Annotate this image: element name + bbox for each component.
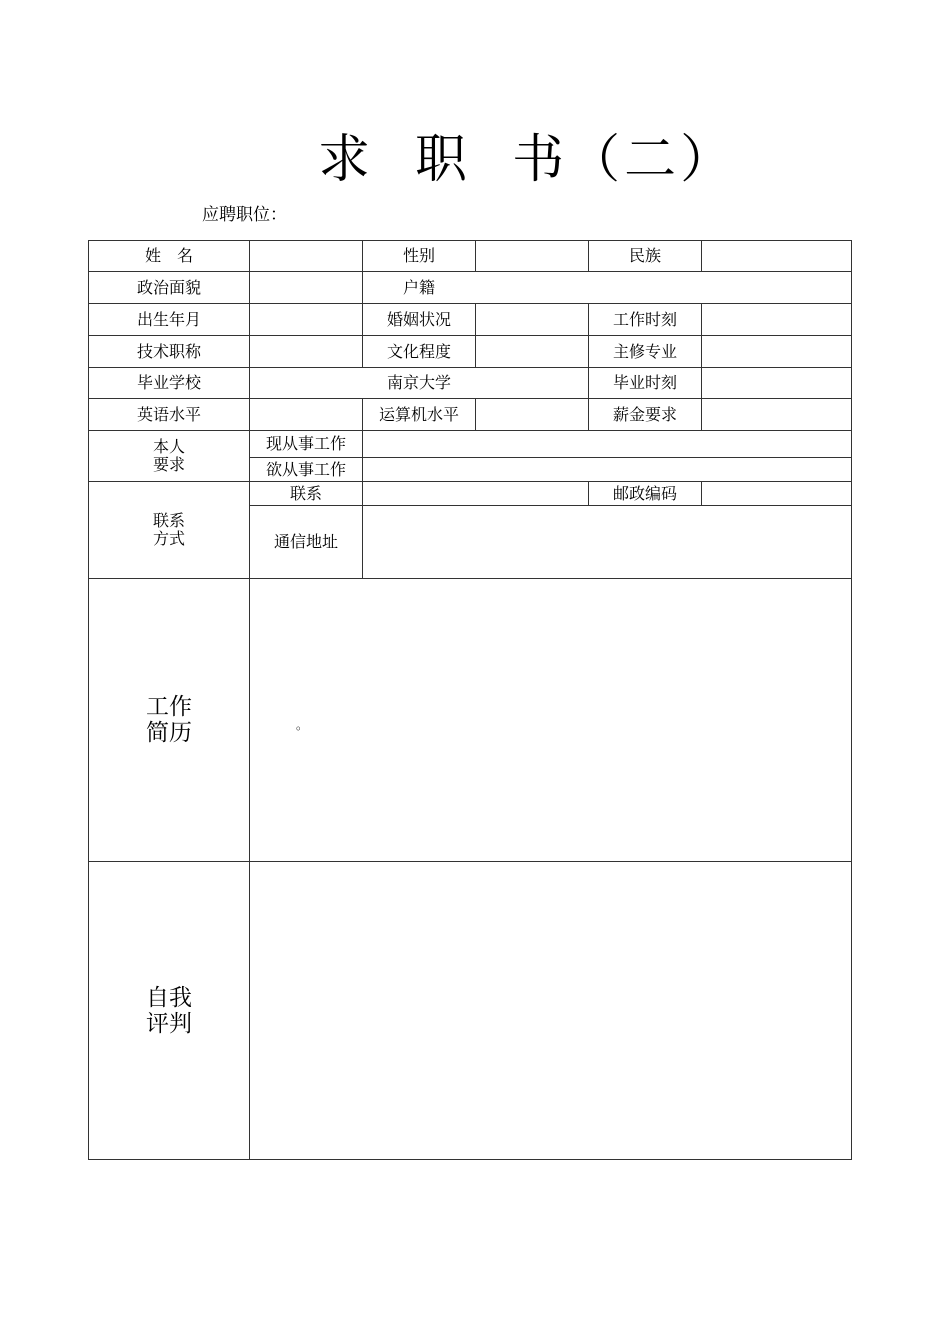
- self-evaluation-label: 自我 评判: [146, 984, 192, 1037]
- major-label: 主修专业: [612, 341, 677, 361]
- salary-label: 薪金要求: [612, 404, 677, 424]
- work-history-mark: 。: [296, 718, 309, 732]
- table-border-bottom: [88, 1159, 852, 1160]
- marital-status-field[interactable]: [476, 304, 588, 335]
- computer-field[interactable]: [476, 399, 588, 430]
- postcode-label: 邮政编码: [612, 483, 677, 503]
- major-field[interactable]: [702, 336, 852, 367]
- address-label: 通信地址: [273, 532, 338, 551]
- school-value: 南京大学: [386, 373, 451, 392]
- ethnicity-field[interactable]: [702, 240, 852, 272]
- english-field[interactable]: [250, 399, 362, 430]
- tech-title-label: 技术职称: [136, 341, 201, 361]
- desired-work-label: 欲从事工作: [265, 459, 346, 479]
- education-field[interactable]: [476, 336, 588, 367]
- postcode-field[interactable]: [702, 482, 852, 505]
- school-label: 毕业学校: [136, 373, 201, 392]
- position-applied-label: 应聘职位：: [202, 205, 287, 225]
- computer-label: 运算机水平: [378, 404, 459, 424]
- desired-work-field[interactable]: [363, 458, 851, 481]
- graduation-time-field[interactable]: [702, 368, 852, 398]
- household-field[interactable]: [476, 272, 851, 303]
- political-status-label: 政治面貌: [136, 277, 201, 297]
- education-label: 文化程度: [386, 341, 451, 361]
- address-field[interactable]: [363, 506, 851, 578]
- current-work-label: 现从事工作: [265, 434, 346, 453]
- tech-title-field[interactable]: [250, 336, 362, 367]
- gender-label: 性别: [402, 246, 435, 265]
- name-label: 姓 名: [144, 246, 193, 265]
- birth-label: 出生年月: [136, 309, 201, 329]
- household-label: 户籍: [402, 277, 435, 297]
- ethnicity-label: 民族: [628, 246, 661, 265]
- graduation-time-label: 毕业时刻: [612, 373, 677, 392]
- resume-form-table: [88, 240, 852, 1160]
- name-field[interactable]: [250, 240, 362, 272]
- contact-label: 联系: [289, 483, 322, 503]
- work-history-field[interactable]: [250, 579, 851, 861]
- contact-method-label: 联系 方式: [152, 511, 185, 548]
- personal-requirements-label: 本人 要求: [152, 437, 185, 474]
- birth-field[interactable]: [250, 304, 362, 335]
- contact-field[interactable]: [363, 482, 588, 505]
- current-work-field[interactable]: [363, 431, 851, 457]
- salary-field[interactable]: [702, 399, 852, 430]
- gender-field[interactable]: [476, 240, 588, 272]
- political-status-field[interactable]: [250, 272, 362, 303]
- marital-status-label: 婚姻状况: [386, 309, 451, 329]
- work-time-label: 工作时刻: [612, 309, 677, 329]
- self-evaluation-field[interactable]: [250, 862, 851, 1159]
- work-history-label: 工作 简历: [146, 694, 192, 746]
- english-label: 英语水平: [136, 404, 201, 424]
- page-title: 求 职 书（二）: [318, 130, 737, 190]
- work-time-field[interactable]: [702, 304, 852, 335]
